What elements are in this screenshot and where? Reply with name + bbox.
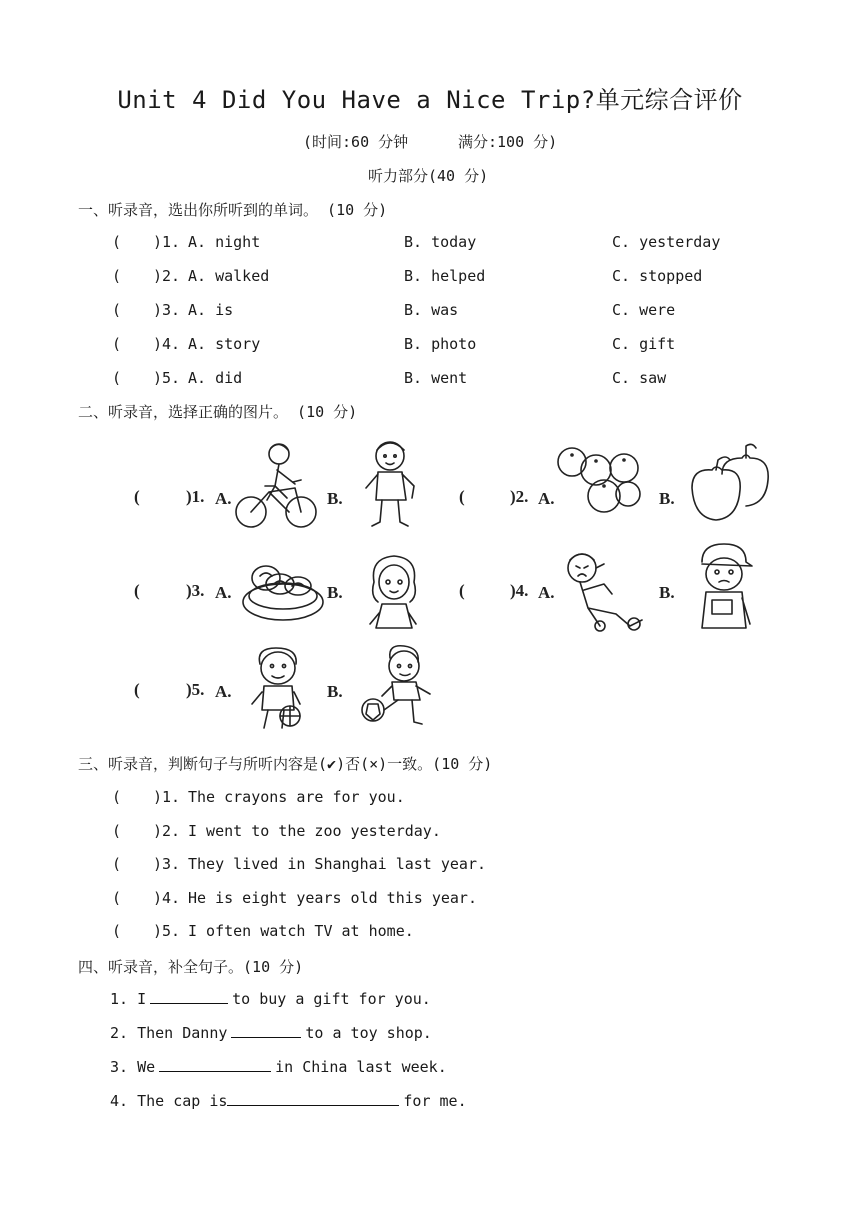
- s3-q4-number: )4.: [153, 889, 181, 907]
- s2-q3-number: )3.: [186, 581, 205, 600]
- s2-q1-paren[interactable]: (: [134, 487, 140, 506]
- s2-q4-number: )4.: [510, 581, 529, 600]
- s4-q4-blank[interactable]: [227, 1104, 399, 1106]
- s1-q3-option-c[interactable]: C. were: [612, 301, 676, 319]
- s1-q2-option-b[interactable]: B. helped: [404, 267, 486, 285]
- full-score: 满分:100 分): [458, 133, 558, 151]
- s2-q1-option-a[interactable]: A.: [215, 489, 232, 508]
- boy-with-basketball-icon[interactable]: [248, 646, 310, 732]
- s1-q2-option-c[interactable]: C. stopped: [612, 267, 703, 285]
- s2-q4-paren[interactable]: (: [459, 581, 465, 600]
- s3-q5-text: I often watch TV at home.: [188, 922, 414, 940]
- s2-q1-option-b[interactable]: B.: [327, 489, 343, 508]
- s1-q3-option-b[interactable]: B. was: [404, 301, 459, 319]
- page-title: Unit 4 Did You Have a Nice Trip?单元综合评价: [117, 86, 743, 114]
- s1-q5-paren[interactable]: (: [112, 369, 122, 387]
- boy-riding-bike-icon[interactable]: [235, 440, 320, 532]
- s1-q5-option-c[interactable]: C. saw: [612, 369, 667, 387]
- s3-q2-paren[interactable]: (: [112, 822, 122, 840]
- s1-q4-number: )4.: [153, 335, 181, 353]
- s4-q1: [110, 990, 431, 1008]
- time-limit: (时间:60 分钟: [303, 133, 409, 151]
- s2-q3-option-a[interactable]: A.: [215, 583, 232, 602]
- s1-q4-option-b[interactable]: B. photo: [404, 335, 477, 353]
- section-1-heading: 一、听录音，选出你所听到的单词。 (10 分): [78, 201, 388, 219]
- s4-q3: [110, 1058, 447, 1076]
- s4-q1-blank[interactable]: [150, 1002, 228, 1004]
- s3-q3-text: They lived in Shanghai last year.: [188, 855, 487, 873]
- s4-q3-blank[interactable]: [159, 1070, 271, 1072]
- s2-q2-option-b[interactable]: B.: [659, 489, 675, 508]
- s3-q1-number: )1.: [153, 788, 181, 806]
- mooncakes-icon[interactable]: [240, 556, 326, 626]
- s4-q1-pre: 1. I: [110, 990, 147, 1008]
- s2-q5-paren[interactable]: (: [134, 680, 140, 699]
- s2-q5-option-a[interactable]: A.: [215, 682, 232, 701]
- s1-q1-option-c[interactable]: C. yesterday: [612, 233, 721, 251]
- s4-q4-pre: 4. The cap is: [110, 1092, 228, 1110]
- girl-icon[interactable]: [366, 552, 422, 634]
- boy-kicking-football-icon[interactable]: [360, 644, 434, 726]
- s3-q4-paren[interactable]: (: [112, 889, 122, 907]
- s2-q5-number: )5.: [186, 680, 205, 699]
- s1-q1-option-a[interactable]: A. night: [188, 233, 261, 251]
- apples-icon[interactable]: [684, 440, 772, 524]
- s2-q4-option-b[interactable]: B.: [659, 583, 675, 602]
- s3-q1-text: The crayons are for you.: [188, 788, 405, 806]
- s3-q2-text: I went to the zoo yesterday.: [188, 822, 441, 840]
- s3-q2-number: )2.: [153, 822, 181, 840]
- s1-q5-number: )5.: [153, 369, 181, 387]
- boy-with-broken-arm-icon[interactable]: [692, 542, 754, 634]
- s2-q2-paren[interactable]: (: [459, 487, 465, 506]
- s2-q3-paren[interactable]: (: [134, 581, 140, 600]
- s2-q5-option-b[interactable]: B.: [327, 682, 343, 701]
- s1-q1-paren[interactable]: (: [112, 233, 122, 251]
- section-4-heading: 四、听录音，补全句子。(10 分): [78, 958, 304, 976]
- s1-q1-option-b[interactable]: B. today: [404, 233, 477, 251]
- s1-q3-number: )3.: [153, 301, 181, 319]
- boy-with-backpack-icon[interactable]: [362, 438, 420, 530]
- s2-q1-number: )1.: [186, 487, 205, 506]
- s2-q4-option-a[interactable]: A.: [538, 583, 555, 602]
- s4-q4-post: for me.: [403, 1092, 467, 1110]
- s1-q2-paren[interactable]: (: [112, 267, 122, 285]
- part-heading: 听力部分(40 分): [368, 167, 489, 185]
- s1-q2-option-a[interactable]: A. walked: [188, 267, 270, 285]
- s4-q4: [110, 1092, 467, 1110]
- s1-q4-option-a[interactable]: A. story: [188, 335, 261, 353]
- s3-q1-paren[interactable]: (: [112, 788, 122, 806]
- s1-q4-paren[interactable]: (: [112, 335, 122, 353]
- s2-q2-option-a[interactable]: A.: [538, 489, 555, 508]
- s3-q5-number: )5.: [153, 922, 181, 940]
- s4-q2: [110, 1024, 432, 1042]
- s3-q5-paren[interactable]: (: [112, 922, 122, 940]
- s3-q4-text: He is eight years old this year.: [188, 889, 477, 907]
- oranges-icon[interactable]: [552, 446, 642, 516]
- s4-q2-blank[interactable]: [231, 1036, 301, 1038]
- s1-q5-option-b[interactable]: B. went: [404, 369, 468, 387]
- s4-q3-pre: 3. We: [110, 1058, 156, 1076]
- s4-q3-post: in China last week.: [275, 1058, 447, 1076]
- section-2-heading: 二、听录音，选择正确的图片。 (10 分): [78, 403, 358, 421]
- s4-q1-post: to buy a gift for you.: [232, 990, 431, 1008]
- s4-q2-post: to a toy shop.: [305, 1024, 432, 1042]
- s1-q5-option-a[interactable]: A. did: [188, 369, 243, 387]
- s1-q2-number: )2.: [153, 267, 181, 285]
- s1-q3-option-a[interactable]: A. is: [188, 301, 234, 319]
- section-3-heading: 三、听录音，判断句子与所听内容是(✔)否(×)一致。(10 分): [78, 755, 493, 773]
- s2-q2-number: )2.: [510, 487, 529, 506]
- s4-q2-pre: 2. Then Danny: [110, 1024, 228, 1042]
- s1-q1-number: )1.: [153, 233, 181, 251]
- s1-q4-option-c[interactable]: C. gift: [612, 335, 676, 353]
- s2-q3-option-b[interactable]: B.: [327, 583, 343, 602]
- s3-q3-paren[interactable]: (: [112, 855, 122, 873]
- s3-q3-number: )3.: [153, 855, 181, 873]
- crying-boy-icon[interactable]: [560, 550, 644, 634]
- s1-q3-paren[interactable]: (: [112, 301, 122, 319]
